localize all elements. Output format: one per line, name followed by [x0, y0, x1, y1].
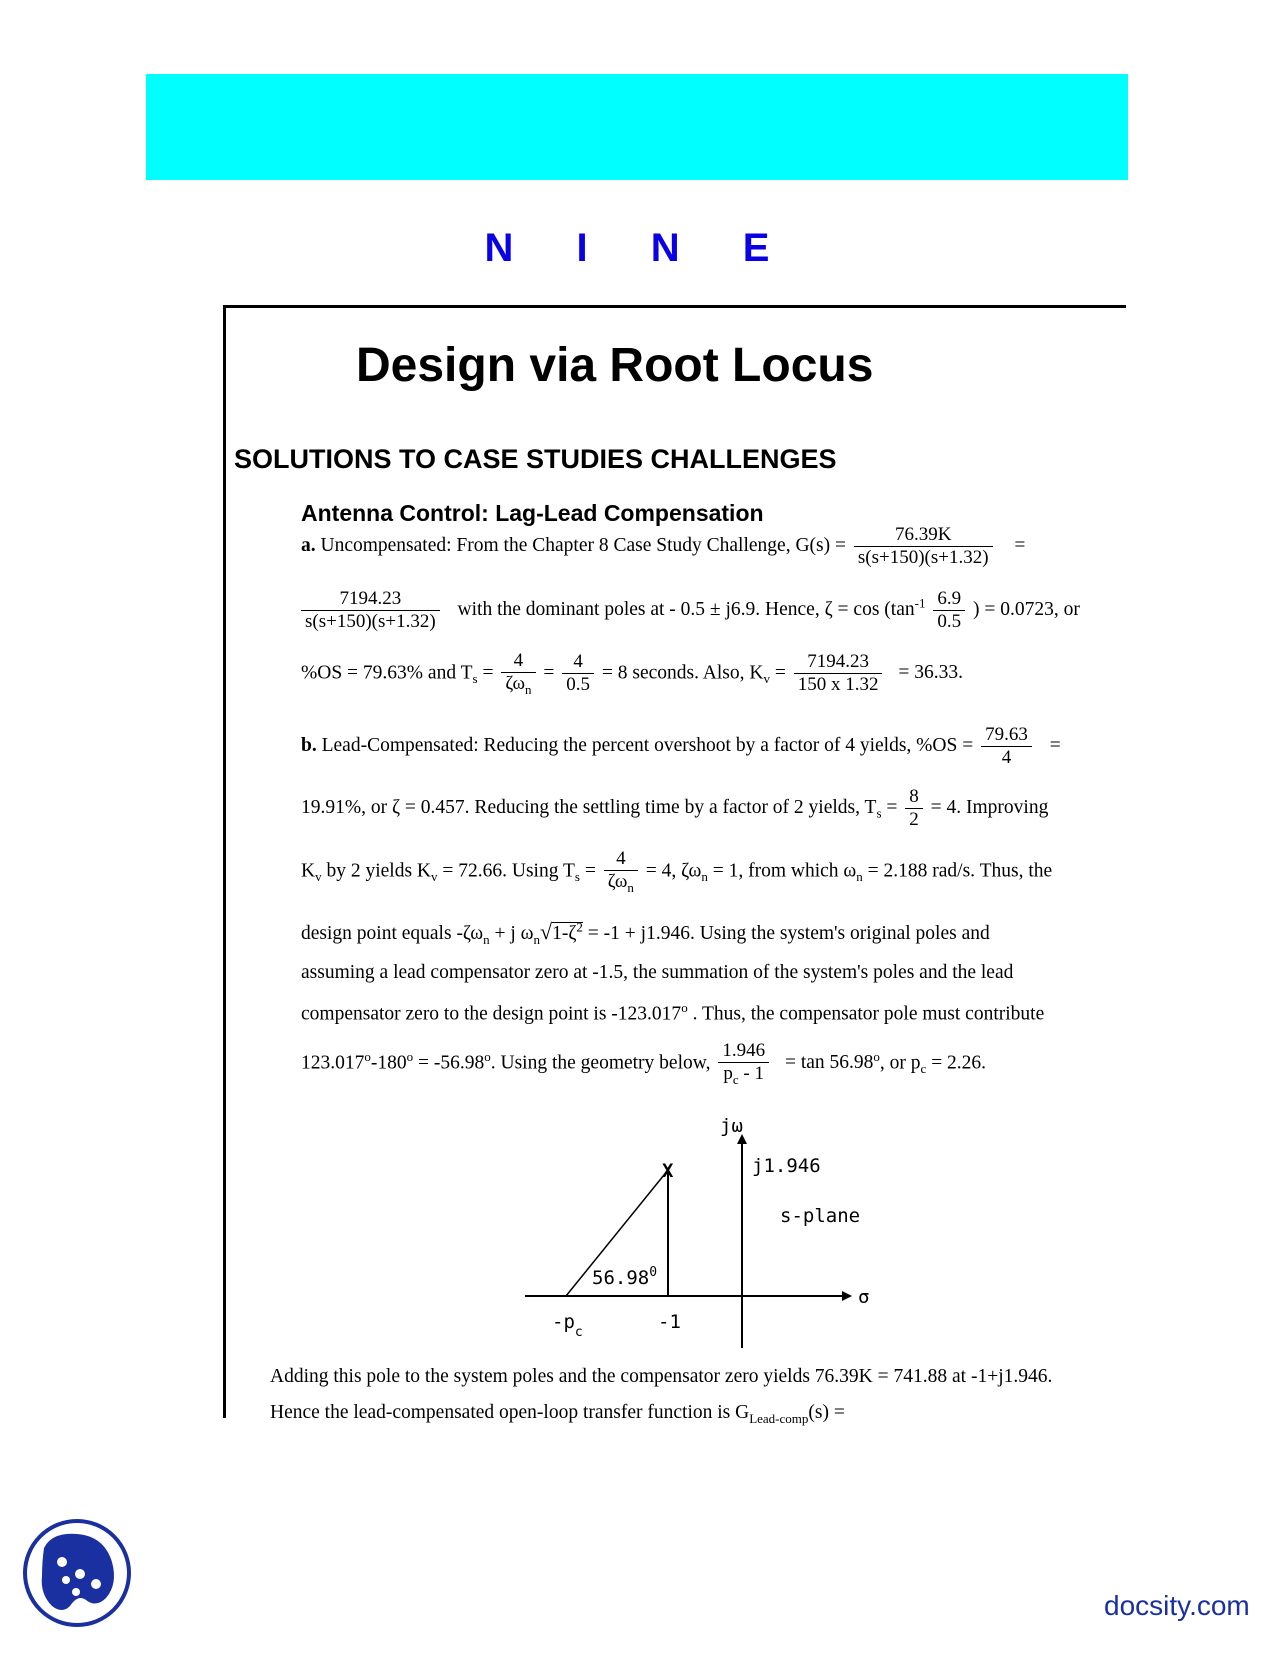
- angle-value: 56.98: [592, 1267, 650, 1289]
- fraction-denominator: [718, 1063, 769, 1088]
- design-point-label: j1.946: [752, 1155, 821, 1177]
- improving-text: = 4. Improving: [930, 796, 1049, 818]
- fraction-os: [981, 724, 1032, 769]
- kv-symbol: K: [301, 860, 316, 882]
- angle-text: = -56.98: [413, 1052, 485, 1074]
- fraction-denominator: 0.5: [566, 674, 591, 696]
- subscript: v: [315, 869, 322, 885]
- fraction-numerator: 7194.23: [794, 651, 883, 674]
- using-ts-text: = 72.66. Using T: [437, 860, 575, 882]
- docsity-logo-icon: [22, 1518, 132, 1628]
- angle-label: [592, 1265, 657, 1289]
- fraction-denominator: 150 x 1.32: [797, 674, 879, 696]
- para-b-line-3: [301, 848, 1052, 896]
- subscript: s: [876, 805, 882, 821]
- minus-one-label: -1: [658, 1311, 681, 1333]
- j-omega-text: + j ω: [489, 923, 534, 944]
- kv-text: by 2 yields K: [321, 860, 432, 882]
- fraction-denominator: s(s+150)(s+1.32): [857, 546, 989, 568]
- para-b-line-1: [301, 724, 1061, 769]
- para-b-line-7: [301, 1040, 986, 1088]
- superscript: o: [484, 1048, 491, 1064]
- subsection-heading: Antenna Control: Lag-Lead Compensation: [301, 500, 764, 526]
- equals-sign: =: [543, 662, 555, 684]
- section-heading: SOLUTIONS TO CASE STUDIES CHALLENGES: [234, 444, 837, 474]
- superscript: -1: [914, 595, 926, 611]
- fraction-ts-zeta: [604, 848, 638, 896]
- fraction-numerator: 4: [501, 650, 535, 673]
- fraction-numerator: 6.9: [933, 588, 965, 611]
- dominant-poles-text: with the dominant poles at - 0.5 ± j6.9. Hence, ζ = cos (tan: [457, 598, 915, 620]
- fraction-numerator: 4: [604, 848, 638, 871]
- fraction-numerator: 8: [905, 786, 923, 809]
- geometry-text: . Using the geometry below,: [490, 1052, 711, 1074]
- fraction-denominator: [604, 871, 638, 896]
- closing-tail: (s) =: [808, 1402, 845, 1423]
- design-point-result: = -1 + j1.946. Using the system's original poles and: [582, 923, 990, 944]
- equals-sign: =: [1049, 734, 1061, 756]
- denominator-tail: - 1: [738, 1062, 764, 1084]
- subscript: s: [574, 869, 580, 885]
- fraction-gs: [854, 524, 993, 569]
- tan-text: = tan 56.98: [784, 1052, 874, 1074]
- denominator-text: p: [723, 1062, 733, 1084]
- docsity-brand-text: docsity.com: [1104, 1590, 1250, 1621]
- sqrt-text: 1-ζ: [552, 923, 577, 944]
- fraction-kv: [794, 651, 883, 696]
- subscript: n: [525, 681, 532, 697]
- angle-superscript: 0: [649, 1265, 658, 1280]
- sigma-arrow-icon: [842, 1291, 852, 1301]
- equals-sign: =: [477, 662, 494, 684]
- sqrt-argument: [552, 919, 583, 944]
- s-plane-label: s-plane: [780, 1205, 861, 1227]
- angle-sum-text: compensator zero to the design point is -123.017: [301, 1003, 682, 1025]
- subscript: n: [483, 931, 490, 947]
- fraction-denominator: 0.5: [937, 610, 962, 632]
- frame-top-rule: [223, 305, 1126, 308]
- subscript: Lead-comp: [749, 1410, 809, 1426]
- sigma-axis-label: σ: [858, 1286, 870, 1308]
- fraction-tan-pc: [718, 1040, 769, 1088]
- angle-text: -180: [370, 1052, 407, 1074]
- subscript: c: [920, 1061, 927, 1077]
- kv-result: = 36.33.: [898, 662, 963, 684]
- para-b-label: b.: [301, 734, 317, 756]
- subscript: c: [732, 1071, 739, 1087]
- fraction-numerator: 1.946: [718, 1040, 769, 1063]
- zeta-text: 19.91%, or ζ = 0.457. Reducing the settling time by a factor of 2 yields, T: [301, 796, 877, 818]
- zeta-omega-text: = 4, ζω: [645, 860, 702, 882]
- subscript: s: [472, 671, 478, 687]
- frame-left-rule: [223, 306, 226, 1418]
- omega-text: = 1, from which ω: [707, 860, 857, 882]
- fraction-ts-value: [562, 651, 594, 696]
- fraction-numerator: 79.63: [981, 724, 1032, 747]
- pole-subscript: c: [574, 1325, 583, 1340]
- superscript: o: [406, 1048, 414, 1064]
- design-point-marker: X: [662, 1160, 674, 1182]
- fraction-numerator: 4: [562, 651, 594, 674]
- os-text: %OS = 79.63% and T: [301, 662, 473, 684]
- superscript: 2: [576, 919, 583, 935]
- fraction-ts-half: [905, 786, 923, 831]
- design-point-text: design point equals -ζω: [301, 923, 484, 944]
- fraction-numerator: 76.39K: [854, 524, 993, 547]
- fraction-ts: [501, 650, 535, 698]
- fraction-gs-numeric: [301, 588, 440, 633]
- para-b-line-4: [301, 920, 990, 947]
- closing-line-2: [270, 1402, 845, 1426]
- fraction-denominator: [501, 673, 535, 698]
- compensator-text: . Thus, the compensator pole must contribute: [687, 1003, 1045, 1025]
- subscript: v: [431, 869, 438, 885]
- fraction-denominator: 2: [909, 808, 919, 830]
- subscript: n: [533, 931, 541, 947]
- subscript: v: [763, 671, 770, 687]
- equals-sign: =: [769, 662, 786, 684]
- subscript: n: [856, 869, 863, 885]
- sqrt-sign-icon: √: [540, 919, 553, 944]
- pc-text: , or p: [879, 1052, 921, 1074]
- para-a-text: Uncompensated: From the Chapter 8 Case Study Challenge, G(s) =: [315, 534, 846, 556]
- equals-sign: =: [1014, 534, 1026, 556]
- denominator-text: ζω: [607, 870, 628, 892]
- pc-result: = 2.26.: [926, 1052, 987, 1074]
- pole-label: [552, 1311, 583, 1340]
- para-a-line-1: [301, 524, 1025, 569]
- superscript: o: [681, 1000, 688, 1015]
- superscript: o: [873, 1048, 880, 1064]
- angle-text: 123.017: [301, 1052, 365, 1074]
- jw-axis-label: jω: [720, 1115, 743, 1137]
- para-b-line-6: [301, 1001, 1044, 1025]
- para-b-line-2: [301, 786, 1048, 831]
- fraction-tan: [933, 588, 965, 633]
- denominator-text: ζω: [505, 672, 526, 694]
- para-a-label: a.: [301, 534, 316, 556]
- omega-result: = 2.188 rad/s. Thus, the: [862, 860, 1053, 882]
- header-banner: [146, 74, 1128, 180]
- subscript: n: [701, 869, 708, 885]
- para-b-text: Lead-Compensated: Reducing the percent overshoot by a factor of 4 yields, %OS =: [316, 734, 974, 756]
- closing-line-1: Adding this pole to the system poles and the compensator zero yields 76.39K = 741.88 at -1+j1.946.: [270, 1366, 1053, 1387]
- chapter-title: Design via Root Locus: [356, 339, 874, 392]
- equals-sign: =: [579, 860, 596, 882]
- zeta-result: ) = 0.0723, or: [972, 598, 1080, 620]
- fraction-denominator: 4: [1001, 746, 1012, 768]
- equals-sign: =: [881, 796, 898, 818]
- superscript: o: [364, 1048, 371, 1064]
- fraction-numerator: 7194.23: [301, 588, 440, 611]
- para-a-line-3: [301, 650, 963, 698]
- para-b-line-5: assuming a lead compensator zero at -1.5, the summation of the system's poles and the lead: [301, 962, 1014, 983]
- fraction-denominator: s(s+150)(s+1.32): [305, 610, 436, 632]
- s-plane-diagram: [520, 1110, 880, 1350]
- pole-text: -p: [552, 1311, 575, 1333]
- settling-time-text: = 8 seconds. Also, K: [601, 662, 764, 684]
- closing-text: Hence the lead-compensated open-loop transfer function is G: [270, 1402, 750, 1423]
- para-a-line-2: [301, 588, 1080, 633]
- subscript: n: [627, 879, 634, 895]
- chapter-number: N I N E: [484, 226, 796, 270]
